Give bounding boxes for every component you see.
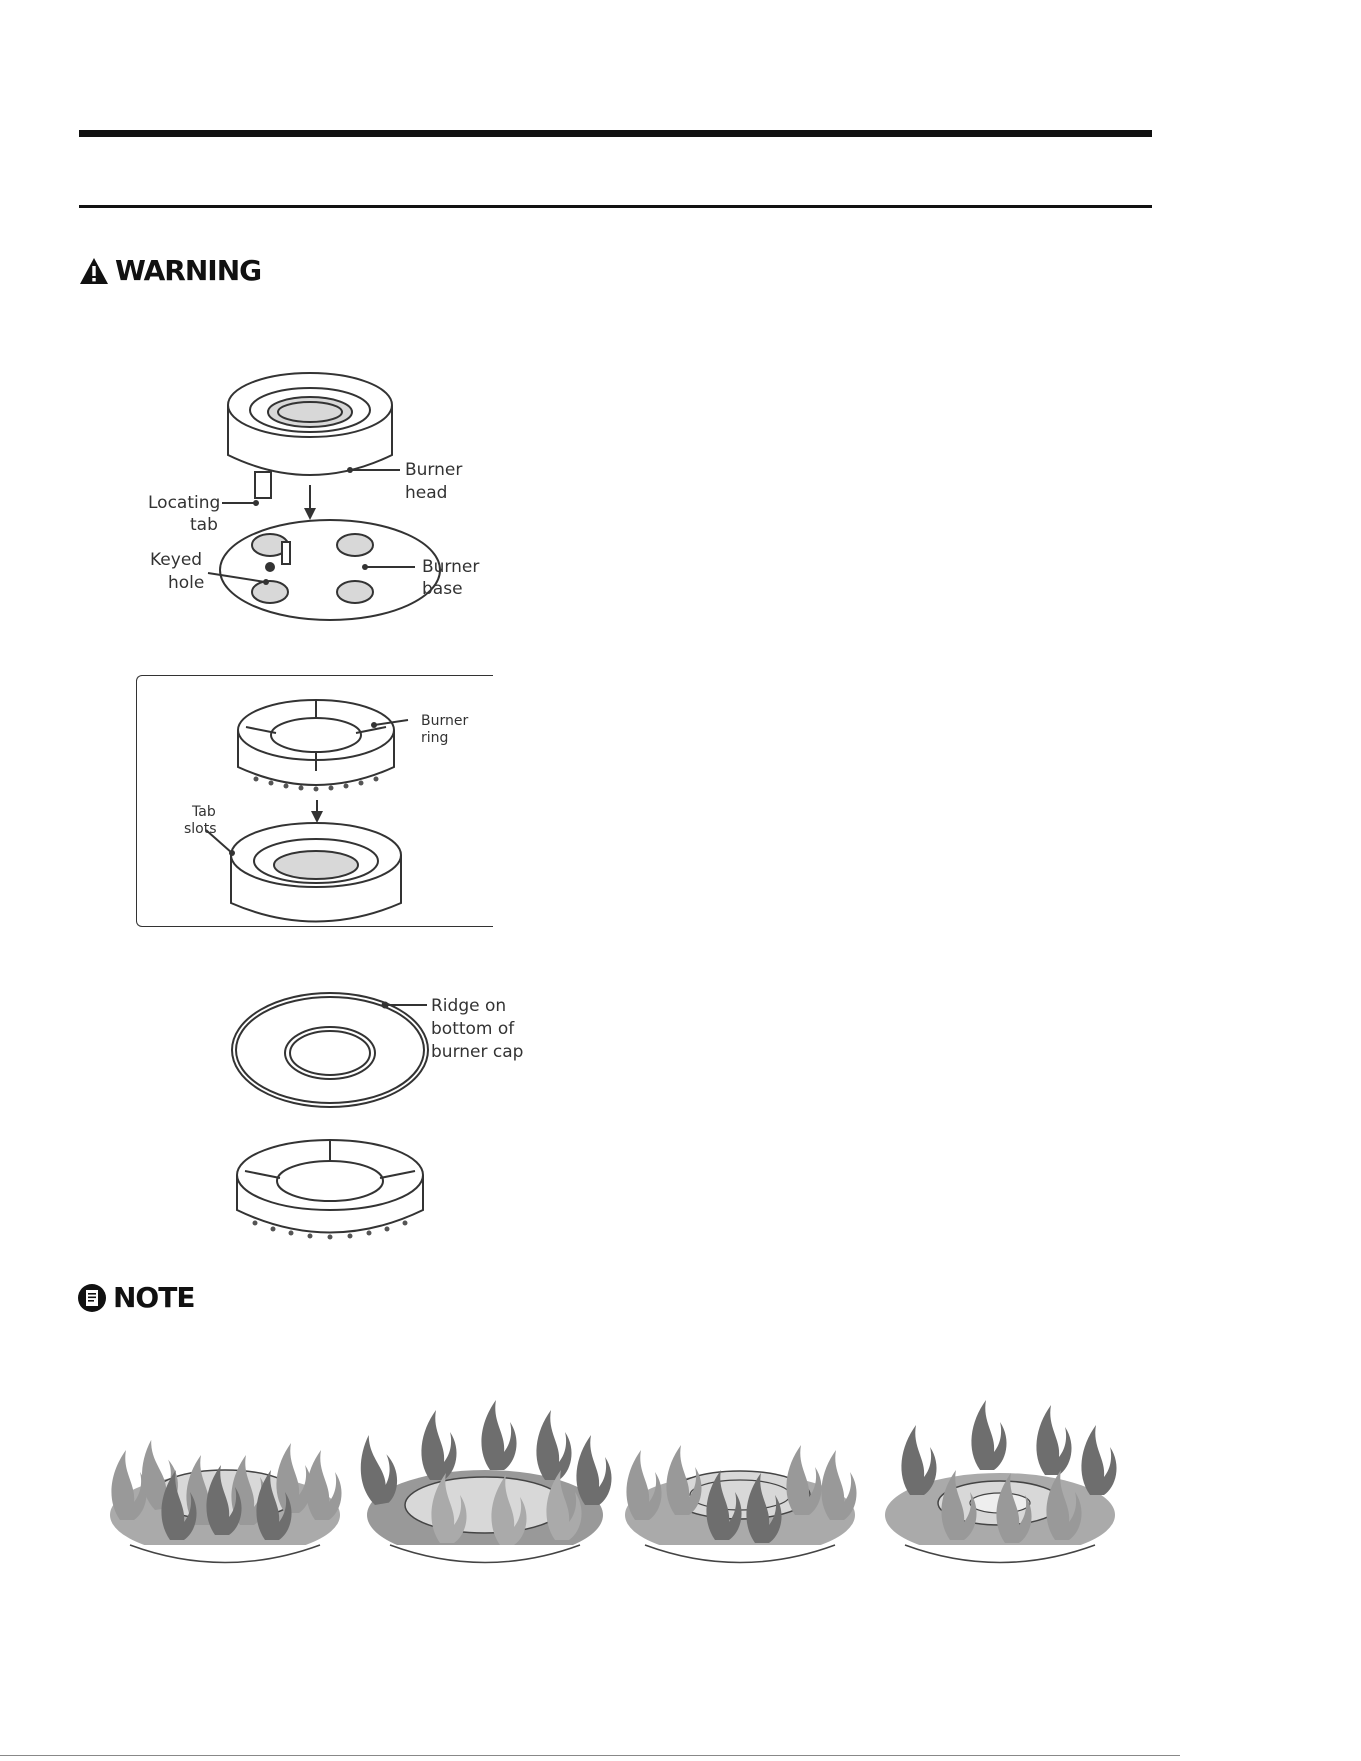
note-heading [77,1281,194,1314]
burner-head-label-2: head [405,483,448,503]
locating-label: Locating [148,493,221,513]
burner-flame-3 [625,1445,857,1563]
ridge-label-2: bottom of [431,1019,515,1039]
burner-head-base-diagram [140,360,520,640]
warning-triangle-icon [79,257,109,285]
note-document-icon [77,1283,107,1313]
ridge-label-3: burner cap [431,1042,524,1062]
tab-slots-label-2: slots [184,821,217,837]
burner-base-label-1: Burner [422,557,480,577]
burner-flame-2 [354,1400,611,1563]
tab-label: tab [190,515,218,535]
warning-label: WARNING [115,254,262,287]
tab-slots-label-1: Tab [192,804,216,820]
footer-rule [0,1755,1180,1756]
warning-heading [79,254,261,287]
burner-cap-diagram [215,985,535,1260]
header-rule-thin [79,205,1152,208]
burner-ring-label-2: ring [421,730,449,746]
flame-patterns-illustration [100,1395,1130,1585]
note-label: NOTE [113,1281,195,1314]
burner-base-label-2: base [422,579,463,599]
burner-ring-diagram [136,675,492,925]
burner-flame-4 [885,1400,1117,1563]
hole-label: hole [168,573,205,593]
burner-flame-1 [110,1437,342,1563]
keyed-label: Keyed [150,550,203,570]
header-rule-thick [79,130,1152,137]
burner-head-label-1: Burner [405,460,463,480]
ridge-label-1: Ridge on [431,996,507,1016]
burner-ring-label-1: Burner [421,713,469,729]
